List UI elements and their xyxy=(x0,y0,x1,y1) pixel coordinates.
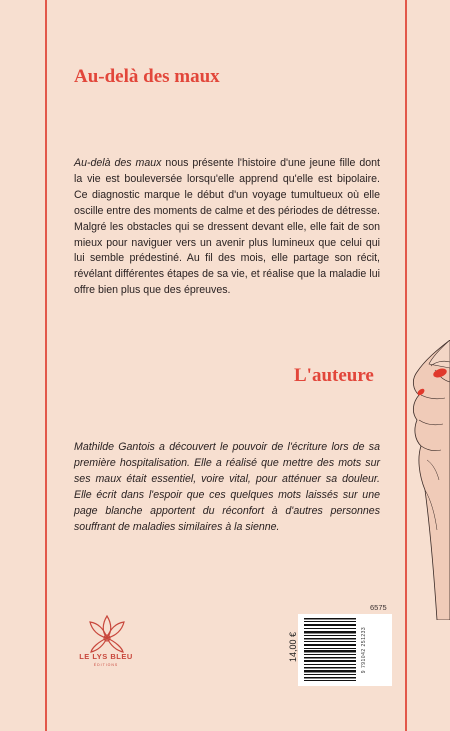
synopsis-title-italic: Au-delà des maux xyxy=(74,157,162,169)
isbn-digits: 9 791042 251233 xyxy=(361,626,367,674)
barcode-bars xyxy=(298,614,392,686)
left-border-line xyxy=(45,0,47,731)
book-title: Au-delà des maux xyxy=(74,66,220,87)
author-heading: L'auteure xyxy=(294,365,374,386)
barcode xyxy=(298,614,392,686)
author-bio: Mathilde Gantois a découvert le pouvoir de l'écriture lors de sa première hospitalisation. Elle a réalisé que mettre des mots sur ses maux était essentiel, voire vital, pour atténuer sa douleur. Elle écrit dans l'espoir que ces quelques mots laissés sur une page blanche apportent du réconfort à d'autres personnes souffrant de maladies similaires à la sienne. xyxy=(74,441,380,533)
publisher-name: LE LYS BLEU xyxy=(79,652,133,661)
price-label: 14,00 € xyxy=(288,631,298,663)
catalog-code: 6575 xyxy=(370,603,387,612)
synopsis-body: nous présente l'histoire d'une jeune fille dont la vie est bouleversée lorsqu'elle apprend qu'elle est bipolaire. Ce diagnostic marque le début d'un voyage tumultueux où elle oscille entre des moments de calme et des périodes de détresse. Malgré les obstacles qui se dressent devant elle, elle fait de son mieux pour naviguer vers un avenir plus lumineux que celui qui lui semble prédestiné. Au fil des mois, elle partage son récit, révélant différentes étapes de sa vie, et réalise que la maladie lui offre bien plus que des épreuves. xyxy=(74,157,381,297)
synopsis-text xyxy=(74,156,380,299)
hand-illustration xyxy=(407,340,450,620)
publisher-subtitle: ÉDITIONS xyxy=(93,663,119,667)
